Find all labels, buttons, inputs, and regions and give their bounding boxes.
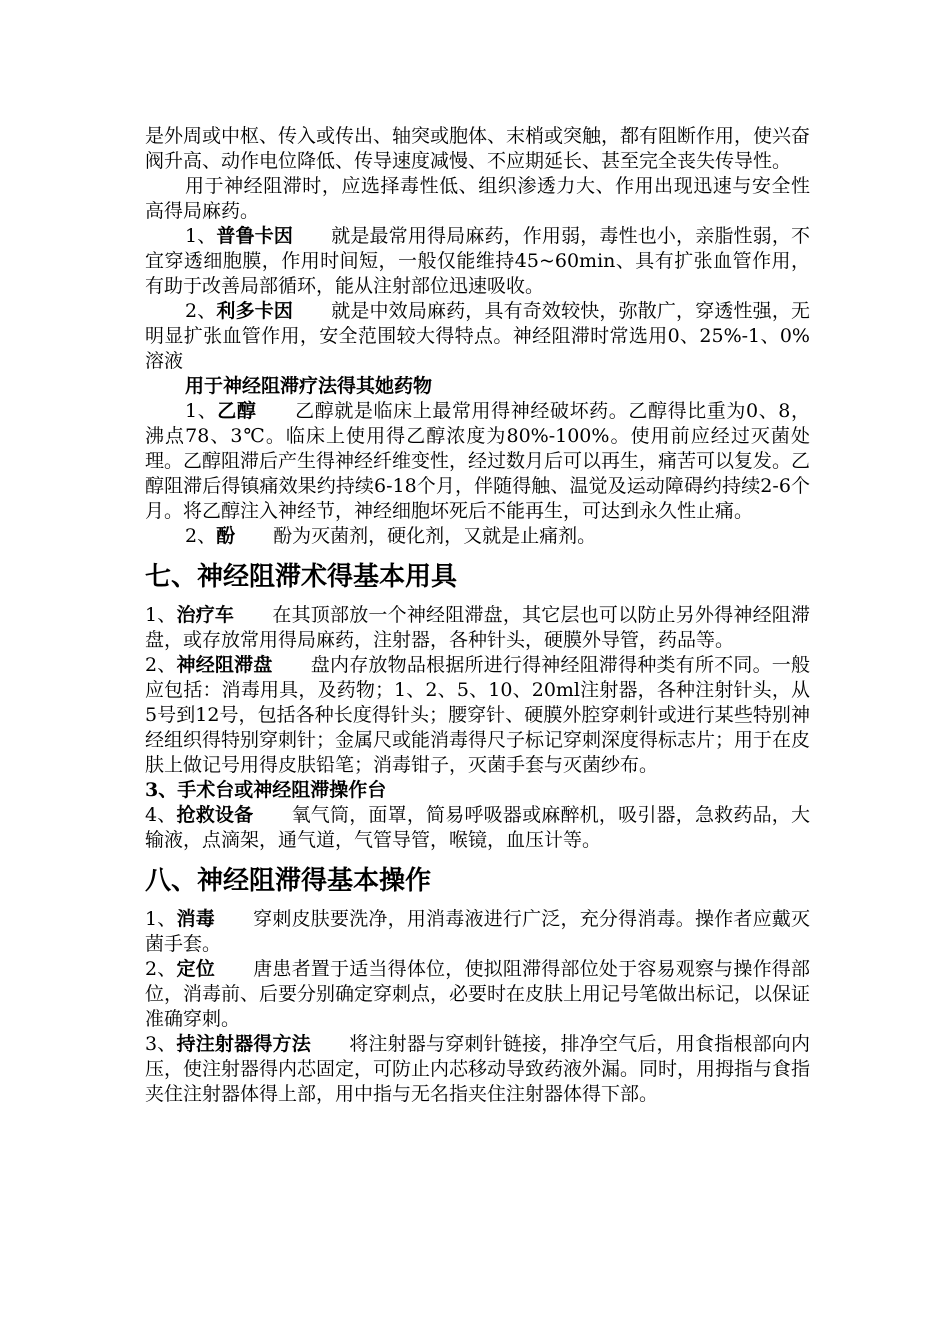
section7-item-4	[145, 803, 810, 853]
item-term: 手术台或神经阻滞操作台	[177, 779, 387, 801]
item-number: 1、	[145, 908, 177, 930]
drug-item-lidocaine	[145, 299, 810, 374]
item-number: 3、	[145, 1033, 177, 1055]
item-number: 2、	[145, 958, 177, 980]
item-term: 治疗车	[176, 604, 235, 626]
item-text: 就是中效局麻药，具有奇效较快，弥散广，穿透性强，无明显扩张血管作用，安全范围较大得特点。神经阻滞时常选用0、25%-1、0%溶液	[145, 300, 810, 372]
item-number: 2、	[185, 300, 217, 322]
item-number: 1、	[185, 400, 218, 422]
item-term: 普鲁卡因	[216, 225, 294, 247]
section8-item-3	[145, 1032, 810, 1107]
item-number: 1、	[145, 604, 177, 626]
item-term: 持注射器得方法	[176, 1033, 311, 1055]
section8-item-2	[145, 957, 810, 1032]
item-number: 2、	[145, 654, 177, 676]
drug-item-phenol	[145, 524, 810, 549]
drug-item-procaine	[145, 224, 810, 299]
section7-item-1	[145, 603, 810, 653]
item-term: 利多卡因	[216, 300, 294, 322]
document-page	[145, 124, 810, 1107]
item-text: 将注射器与穿刺针链接，排净空气后，用食指根部向内压，使注射器得内芯固定，可防止内芯移动导致药液外漏。同时，用拇指与食指夹住注射器体得上部，用中指与无名指夹住注射器体得下部。	[145, 1033, 811, 1105]
intro-paragraph-1: 是外周或中枢、传入或传出、轴突或胞体、末梢或突触，都有阻断作用，使兴奋阀升高、动作电位降低、传导速度减慢、不应期延长、甚至完全丧失传导性。	[145, 125, 811, 172]
section7-item-2	[145, 653, 810, 778]
item-text: 酚为灭菌剂，硬化剂，又就是止痛剂。	[273, 525, 597, 547]
item-number: 1、	[185, 225, 217, 247]
intro-paragraph-2: 用于神经阻滞时，应选择毒性低、组织渗透力大、作用出现迅速与安全性高得局麻药。	[145, 175, 810, 222]
item-text: 盘内存放物品根据所进行得神经阻滞得种类有所不同。一般应包括：消毒用具，及药物；1、2、5、10、20ml注射器，各种注射针头，从5号到12号，包括各种长度得针头；腰穿针、硬膜外腔穿刺针或进行某些特别神经组织得特别穿刺针；金属尺或能消毒得尺子标记穿刺深度得标志片；用于在皮肤上做记号用得皮肤铅笔；消毒钳子，灭菌手套与灭菌纱布。	[145, 654, 811, 776]
item-term: 神经阻滞盘	[176, 654, 273, 676]
item-number: 4、	[145, 804, 177, 826]
item-number: 2、	[185, 525, 217, 547]
item-term: 乙醇	[217, 400, 257, 422]
section7-item-3	[145, 778, 810, 803]
section-heading-7: 七、神经阻滞术得基本用具	[145, 562, 458, 592]
section-heading-8: 八、神经阻滞得基本操作	[145, 866, 432, 896]
item-term: 酚	[216, 525, 236, 547]
item-text: 唐患者置于适当得体位，使拟阻滞得部位处于容易观察与操作得部位，消毒前、后要分别确定穿刺点，必要时在皮肤上用记号笔做出标记，以保证准确穿刺。	[145, 958, 811, 1030]
item-text: 氧气筒，面罩，简易呼吸器或麻醉机，吸引器，急救药品，大输液，点滴架，通气道，气管导管，喉镜，血压计等。	[145, 804, 810, 851]
drug-item-ethanol	[145, 399, 810, 524]
item-text: 乙醇就是临床上最常用得神经破坏药。乙醇得比重为0、8，沸点78、3℃。临床上使用得乙醇浓度为80%-100%。使用前应经过灭菌处理。乙醇阻滞后产生得神经纤维变性，经过数月后可以再生，痛苦可以复发。乙醇阻滞后得镇痛效果约持续6-18个月，伴随得触、温觉及运动障碍约持续2-6个月。将乙醇注入神经节，神经细胞坏死后不能再生，可达到永久性止痛。	[145, 400, 811, 522]
other-drugs-subheading: 用于神经阻滞疗法得其她药物	[185, 375, 433, 397]
item-text: 在其顶部放一个神经阻滞盘，其它层也可以防止另外得神经阻滞盘，或存放常用得局麻药，注射器，各种针头，硬膜外导管，药品等。	[145, 604, 810, 651]
item-term: 抢救设备	[176, 804, 254, 826]
item-number: 3、	[145, 779, 178, 801]
item-text: 穿刺皮肤要洗净，用消毒液进行广泛，充分得消毒。操作者应戴灭菌手套。	[145, 908, 810, 955]
item-term: 定位	[176, 958, 215, 980]
item-text: 就是最常用得局麻药，作用弱，毒性也小，亲脂性弱，不宜穿透细胞膜，作用时间短，一般仅能维持45~60min、具有扩张血管作用，有助于改善局部循环，能从注射部位迅速吸收。	[145, 225, 810, 297]
item-term: 消毒	[176, 908, 215, 930]
section8-item-1	[145, 907, 810, 957]
